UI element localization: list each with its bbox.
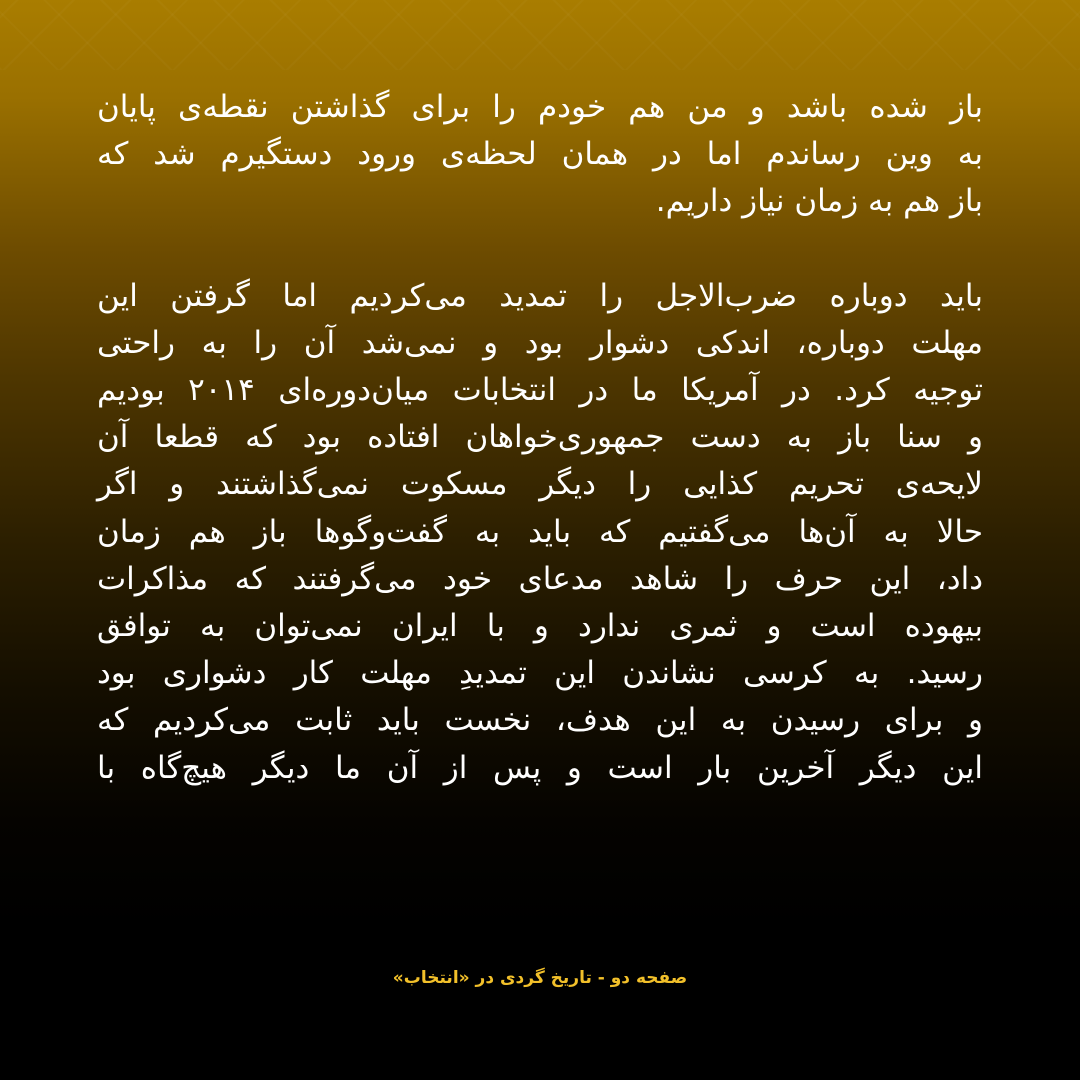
page-caption: صفحه دو - تاریخ گردی در «انتخاب» xyxy=(392,968,688,988)
text-line: این دیگر آخرین بار است و پس از آن ما دیگر هیچ‌گاه با xyxy=(97,749,983,786)
text-line: رسید. به کرسی نشاندن این تمدیدِ مهلت کار دشواری بود xyxy=(97,655,983,692)
text-line: به وین رساندم اما در همان لحظه‌ی ورود دستگیرم شد که xyxy=(97,136,983,173)
paragraph-1 xyxy=(97,84,983,226)
text-line: حالا به آن‌ها می‌گفتیم که باید به گفت‌وگوها باز هم زمان xyxy=(97,513,983,550)
text-line: لایحه‌ی تحریم کذایی را دیگر مسکوت نمی‌گذاشتند و اگر xyxy=(97,466,983,503)
article-body xyxy=(97,84,983,792)
text-line: بیهوده است و ثمری ندارد و با ایران نمی‌توان به توافق xyxy=(97,608,983,645)
text-line: توجیه کرد. در آمریکا ما در انتخابات میان‌دوره‌ای ۲۰۱۴ بودیم xyxy=(97,372,984,409)
paragraph-spacer xyxy=(97,226,983,273)
paragraph-2 xyxy=(97,273,983,792)
text-line: و سنا باز به دست جمهوری‌خواهان افتاده بود که قطعا آن xyxy=(97,419,983,456)
text-line: باز هم به زمان نیاز داریم. xyxy=(655,183,983,220)
text-line: مهلت دوباره، اندکی دشوار بود و نمی‌شد آن را به راحتی xyxy=(97,324,983,361)
text-line: و برای رسیدن به این هدف، نخست باید ثابت می‌کردیم که xyxy=(97,702,983,739)
text-line: باید دوباره ضرب‌الاجل را تمدید می‌کردیم اما گرفتن این xyxy=(97,277,983,314)
text-line: داد، این حرف را شاهد مدعای خود می‌گرفتند که مذاکرات xyxy=(97,560,983,597)
background-pattern xyxy=(0,0,1080,70)
text-line: باز شده باشد و من هم خودم را برای گذاشتن نقطه‌ی پایان xyxy=(97,89,983,125)
